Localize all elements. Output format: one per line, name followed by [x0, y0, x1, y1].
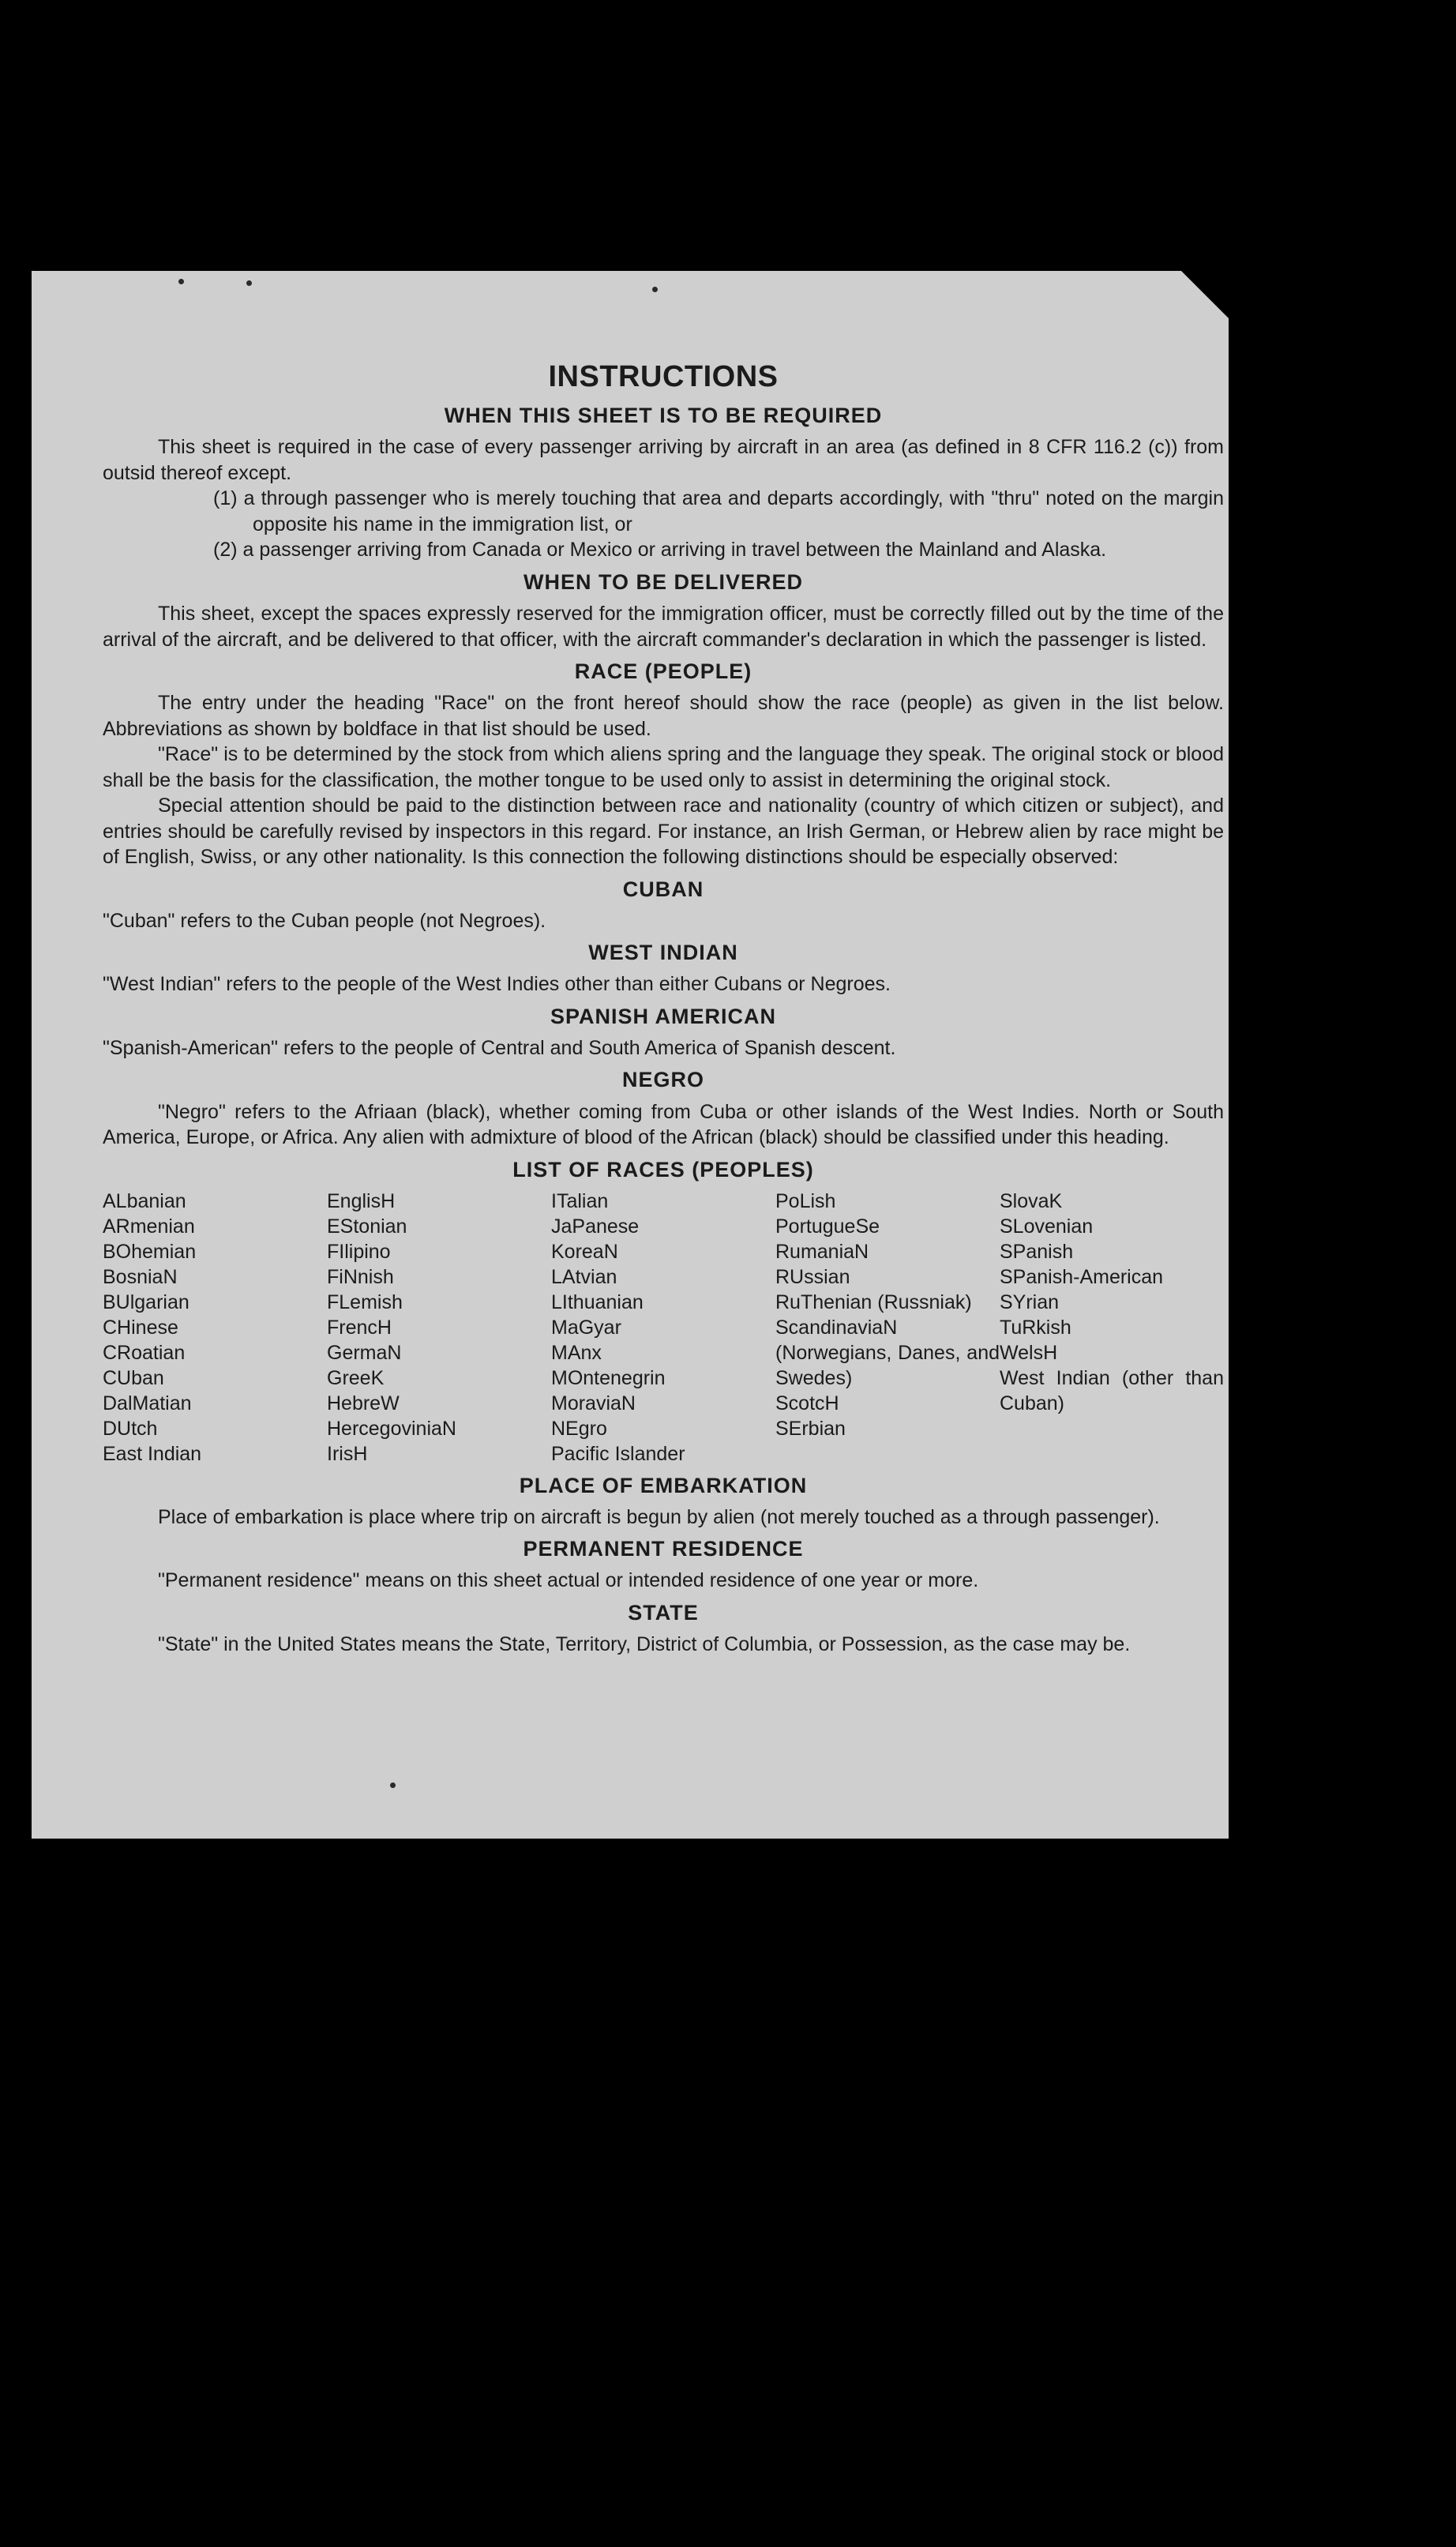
- race-item: West Indian (other than Cuban): [1000, 1366, 1224, 1414]
- race-item: FIlipino: [327, 1240, 391, 1263]
- race-item: RuThenian (Russniak): [775, 1290, 972, 1313]
- race-item: DalMatian: [103, 1392, 192, 1414]
- race-item: LAtvian: [551, 1265, 617, 1288]
- race-item: MaGyar: [551, 1316, 621, 1339]
- torn-corner: [1181, 271, 1229, 318]
- races-column-2: [327, 1189, 551, 1467]
- race-item: IrisH: [327, 1442, 368, 1465]
- negro-text: "Negro" refers to the Afriaan (black), whether coming from Cuba or other islands of the West Indies. North or South America, Europe, or Africa. Any alien with admixture of blood of the African (black) should be classified under this heading.: [103, 1100, 1224, 1149]
- race-paragraph-1: The entry under the heading "Race" on the front hereof should show the race (people) as given in the list below. Abbreviations as shown by boldface in that list should be used.: [103, 692, 1224, 740]
- race-item: RumaniaN: [775, 1240, 869, 1263]
- page-title: INSTRUCTIONS: [548, 360, 779, 393]
- cuban-text: "Cuban" refers to the Cuban people (not Negroes).: [103, 909, 546, 932]
- race-item: FrencH: [327, 1316, 392, 1339]
- heading-races-list: LIST OF RACES (PEOPLES): [512, 1157, 814, 1181]
- race-item: KoreaN: [551, 1240, 618, 1263]
- speck: [246, 280, 252, 286]
- race-item: HercegoviniaN: [327, 1417, 456, 1440]
- speck: [652, 287, 658, 292]
- heading-embarkation: PLACE OF EMBARKATION: [519, 1473, 808, 1497]
- race-item: SErbian: [775, 1417, 846, 1440]
- race-item: East Indian: [103, 1442, 202, 1465]
- race-item: MAnx: [551, 1341, 602, 1364]
- race-item: CUban: [103, 1366, 164, 1389]
- race-item: BOhemian: [103, 1240, 197, 1263]
- races-column-3: [551, 1189, 775, 1467]
- race-item: PortugueSe: [775, 1215, 880, 1238]
- races-column-4: [775, 1189, 1000, 1467]
- required-intro: This sheet is required in the case of every passenger arriving by aircraft in an area (as defined in 8 CFR 116.2 (c)) from outsid thereof except.: [103, 436, 1224, 484]
- race-item: GermaN: [327, 1341, 402, 1364]
- race-item: SPanish: [1000, 1240, 1074, 1263]
- race-paragraph-2: "Race" is to be determined by the stock from which aliens spring and the language they speak. The original stock or blood shall be the basis for the classification, the mother tongue to be used only to assist in determining the original stock.: [103, 743, 1224, 791]
- race-item: ScotcH: [775, 1392, 839, 1414]
- race-item: LIthuanian: [551, 1290, 644, 1313]
- race-item: SYrian: [1000, 1290, 1060, 1313]
- races-column-1: [103, 1189, 327, 1467]
- race-item: HebreW: [327, 1392, 400, 1414]
- heading-negro: NEGRO: [621, 1068, 704, 1092]
- race-item: CHinese: [103, 1316, 178, 1339]
- races-column-5: [1000, 1189, 1224, 1467]
- race-item: EnglisH: [327, 1189, 396, 1212]
- race-item: MoraviaN: [551, 1392, 636, 1414]
- race-item: SPanish-American: [1000, 1265, 1164, 1288]
- race-item: FLemish: [327, 1290, 403, 1313]
- heading-race: RACE (PEOPLE): [574, 659, 752, 684]
- race-item: FiNnish: [327, 1265, 394, 1288]
- race-item: WelsH: [1000, 1341, 1058, 1364]
- race-item: ALbanian: [103, 1189, 186, 1212]
- race-item: Pacific Islander: [551, 1442, 685, 1465]
- race-item: BosniaN: [103, 1265, 178, 1288]
- west-indian-text: "West Indian" refers to the people of the West Indies other than either Cubans or Negroes.: [103, 973, 891, 996]
- required-item-2: (2) a passenger arriving from Canada or Mexico or arriving in travel between the Mainland and Alaska.: [213, 539, 1107, 562]
- race-paragraph-3: Special attention should be paid to the distinction between race and nationality (country of which citizen or subject), and entries should be carefully revised by inspectors in this regard. For instance, an Irish German, or Hebrew alien by race might be of English, Swiss, or any other nationality. Is this connection the following distinctions should be especially observed:: [103, 795, 1224, 869]
- race-item: JaPanese: [551, 1215, 640, 1238]
- spanish-american-text: "Spanish-American" refers to the people of Central and South America of Spanish descent.: [103, 1036, 896, 1059]
- speck: [390, 1783, 396, 1788]
- race-item: TuRkish: [1000, 1316, 1071, 1339]
- race-item: DUtch: [103, 1417, 158, 1440]
- instructions-content: [103, 358, 1224, 1657]
- race-item: NEgro: [551, 1417, 607, 1440]
- speck: [178, 279, 184, 284]
- race-item: ARmenian: [103, 1215, 195, 1238]
- heading-required: WHEN THIS SHEET IS TO BE REQUIRED: [444, 404, 883, 428]
- embarkation-text: Place of embarkation is place where trip on aircraft is begun by alien (not merely touched as a through passenger).: [158, 1505, 1160, 1528]
- races-list: [103, 1189, 1224, 1467]
- state-text: "State" in the United States means the State, Territory, District of Columbia, or Possession, as the case may be.: [158, 1632, 1131, 1655]
- race-item: SlovaK: [1000, 1189, 1063, 1212]
- heading-west-indian: WEST INDIAN: [588, 941, 738, 965]
- heading-spanish-american: SPANISH AMERICAN: [550, 1004, 776, 1028]
- delivered-text: This sheet, except the spaces expressly reserved for the immigration officer, must be correctly filled out by the time of the arrival of the aircraft, and be delivered to that officer, with the aircraft commander's declaration in which the passenger is listed.: [103, 603, 1224, 651]
- race-item: PoLish: [775, 1189, 836, 1212]
- race-item: ITalian: [551, 1189, 609, 1212]
- heading-cuban: CUBAN: [622, 877, 704, 901]
- heading-state: STATE: [628, 1600, 699, 1625]
- required-item-1: (1) a through passenger who is merely touching that area and departs accordingly, with "thru" noted on the margin opposite his name in the immigration list, or: [213, 487, 1224, 535]
- race-item: CRoatian: [103, 1341, 186, 1364]
- race-item: GreeK: [327, 1366, 385, 1389]
- race-item: SLovenian: [1000, 1215, 1094, 1238]
- heading-delivered: WHEN TO BE DELIVERED: [523, 569, 804, 594]
- race-item: BUlgarian: [103, 1290, 190, 1313]
- race-item: ScandinaviaN (Norwegians, Danes, and Swedes): [775, 1316, 1000, 1389]
- race-item: RUssian: [775, 1265, 850, 1288]
- race-item: EStonian: [327, 1215, 407, 1238]
- residence-text: "Permanent residence" means on this sheet actual or intended residence of one year or more.: [158, 1569, 979, 1592]
- heading-residence: PERMANENT RESIDENCE: [523, 1537, 804, 1561]
- race-item: MOntenegrin: [551, 1366, 666, 1389]
